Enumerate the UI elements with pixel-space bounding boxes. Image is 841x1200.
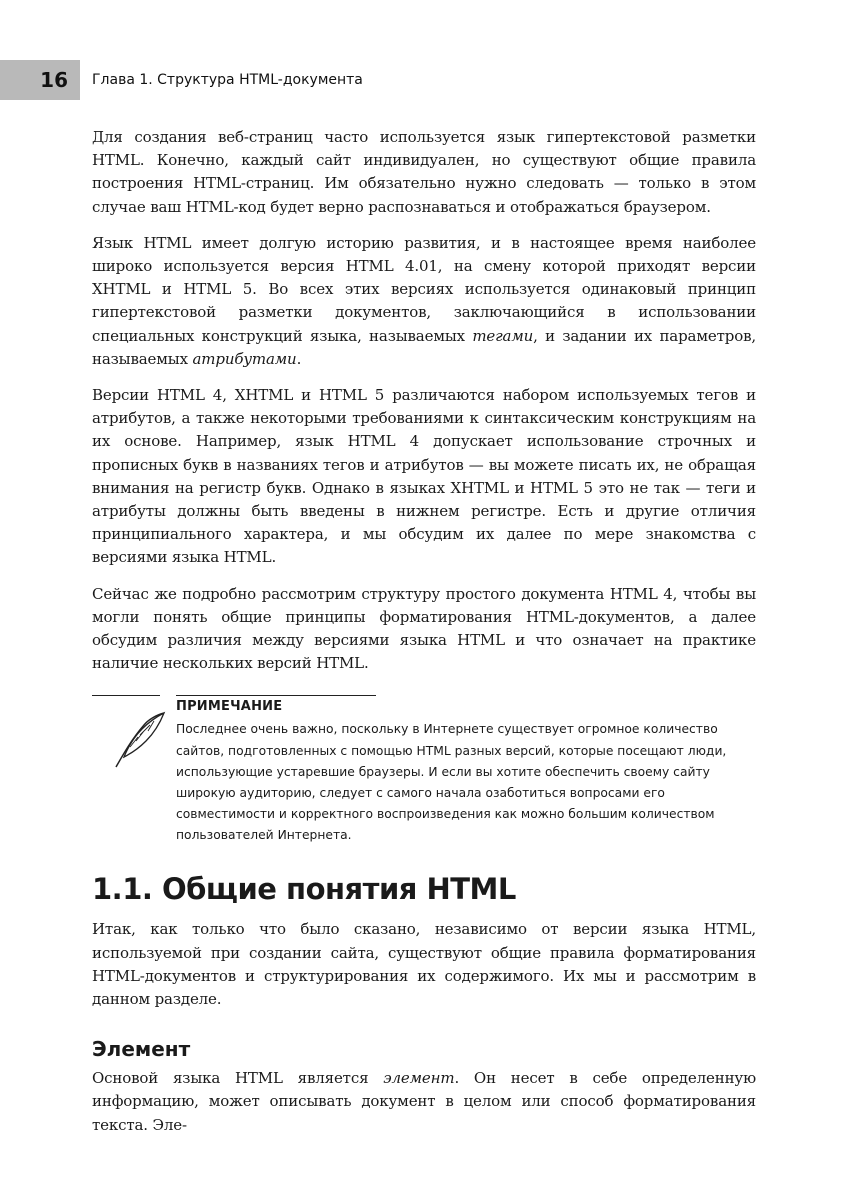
term-attributes: атрибутами xyxy=(192,349,297,368)
term-tags: тегами xyxy=(472,326,534,345)
page-number: 16 xyxy=(40,68,68,92)
section-heading: 1.1. Общие понятия HTML xyxy=(92,872,516,907)
paragraph-4: Сейчас же подробно рассмотрим структуру простого документа HTML 4, чтобы вы могли понять общие принципы форматирования HTML-документов, а далее обсудим различия между версиями языка HTML и что означает на практике наличие нескольких версий HTML. xyxy=(92,584,756,673)
paragraph-2-text-start: Язык HTML имеет долгую историю развития, и в настоящее время наиболее широко используется версия HTML 4.01, на смену которой приходят версии XHTML и HTML 5. Во всех этих версиях используется одинаковый принцип гипертекстовой разметки документов, заключающийся в использовании специальных конструкций языка, называемых xyxy=(92,233,756,345)
subsection-heading: Элемент xyxy=(92,1037,191,1062)
feather-icon xyxy=(110,709,168,769)
paragraph-1: Для создания веб-страниц часто используется язык гипертекстовой разметки HTML. Конечно, каждый сайт индивидуален, но существуют общие правила построения HTML-страниц. Им обязательно нужно следовать — только в этом случае ваш HTML-код будет верно распознаваться и отображаться браузером. xyxy=(92,128,756,216)
section-intro: Итак, как только что было сказано, независимо от версии языка HTML, используемой при создании сайта, существуют общие правила форматирования HTML-документов и структурирования их содержимого. Их мы и рассмотрим в данном разделе. xyxy=(92,920,756,1009)
running-title: Глава 1. Структура HTML-документа xyxy=(92,72,363,88)
note-title: ПРИМЕЧАНИЕ xyxy=(176,699,283,715)
term-element: элемент xyxy=(383,1069,455,1088)
page-header xyxy=(0,60,841,100)
note-title-underline xyxy=(176,695,376,696)
subsection-text xyxy=(92,1067,756,1137)
page-number-box xyxy=(0,60,80,100)
note-box xyxy=(92,695,756,843)
subsection-text-start: Основой языка HTML является xyxy=(92,1069,384,1088)
paragraph-2 xyxy=(92,232,756,371)
paragraph-2-text-mid: , и задании их параметров, называемых xyxy=(92,326,756,368)
note-divider xyxy=(92,695,160,696)
page-body xyxy=(92,126,756,1150)
paragraph-3: Версии HTML 4, XHTML и HTML 5 различаются набором используемых тегов и атрибутов, а также некоторыми требованиями к синтаксическим конструкциям на их основе. Например, язык HTML 4 допускает использование строчных и прописных букв в названиях тегов и атрибутов — вы можете писать их, не обращая внимания на регистр букв. Однако в языках XHTML и HTML 5 это не так — теги и атрибуты должны быть введены в нижнем регистре. Есть и другие отличия принципиального характера, и мы обсудим их далее по мере знакомства с версиями языка HTML. xyxy=(92,386,756,567)
subsection-text-end: . Он несет в себе определенную информацию, может описывать документ в целом или способ форматирования текста. Эле- xyxy=(92,1069,756,1134)
note-text: Последнее очень важно, поскольку в Интернете существует огромное количество сайтов, подготовленных с помощью HTML разных версий, которые посещают люди, использующие устаревшие браузеры. И если вы хотите обеспечить своему сайту широкую аудиторию, следует с самого начала озаботиться вопросами его совместимости и корректного воспроизведения как можно большим количеством пользователей Интернета. xyxy=(176,722,727,843)
paragraph-2-text-end: . xyxy=(296,349,302,368)
